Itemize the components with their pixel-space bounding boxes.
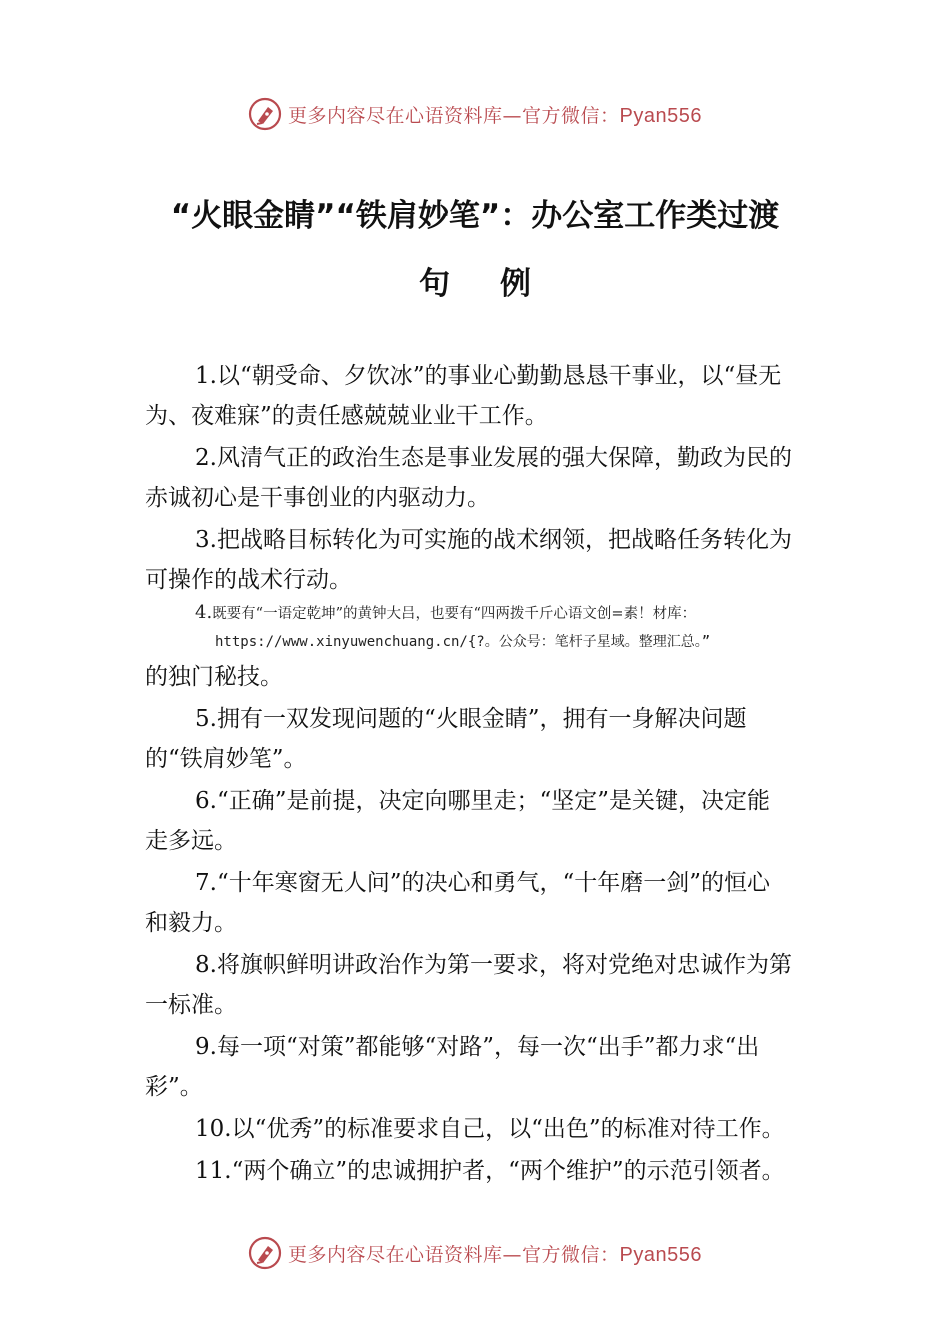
header-banner [0, 94, 950, 134]
list-item-tail: 的独门秘技。 [145, 664, 283, 690]
page-title-line2: 句例 [419, 266, 581, 302]
banner-text: 更多内容尽在心语资料库—官方微信：Pyan556 [288, 1243, 702, 1266]
pen-nib-logo-icon [248, 97, 282, 131]
document-body [145, 356, 810, 1193]
banner-text: 更多内容尽在心语资料库—官方微信：Pyan556 [288, 104, 702, 127]
list-item: 5.拥有一双发现问题的“火眼金睛”，拥有一身解决问题的“铁肩妙笔”。 [145, 706, 747, 772]
list-item: 2.风清气正的政治生态是事业发展的强大保障，勤政为民的赤诚初心是干事创业的内驱动力。 [145, 445, 792, 511]
list-item: 10.以“优秀”的标准要求自己，以“出色”的标准对待工作。 [195, 1116, 785, 1142]
small-line-2: https://www.xinyuwenchuang.cn/{?。公众号：笔杆子星域。整理汇总。” [215, 634, 711, 650]
list-item: 6.“正确”是前提，决定向哪里走；“坚定”是关键，决定能走多远。 [145, 788, 770, 854]
small-line-1: 4.既要有“一语定乾坤”的黄钟大吕，也要有“四两拨千斤心语文创=素！材库： [195, 602, 697, 623]
pen-nib-logo-icon [248, 1236, 282, 1270]
list-item: 8.将旗帜鲜明讲政治作为第一要求，将对党绝对忠诚作为第一标准。 [145, 952, 792, 1018]
page-title: “火眼金睛”“铁肩妙笔”：办公室工作类过渡 [170, 198, 780, 234]
list-item: 11.“两个确立”的忠诚拥护者，“两个维护”的示范引领者。 [195, 1158, 785, 1184]
wechat-id: Pyan556 [619, 104, 702, 127]
wechat-id: Pyan556 [619, 1243, 702, 1266]
footer-banner [0, 1233, 950, 1273]
list-item: 1.以“朝受命、夕饮冰”的事业心勤勤恳恳干事业，以“昼无为、夜难寐”的责任感兢兢业业干工作。 [145, 363, 782, 429]
list-item: 9.每一项“对策”都能够“对路”，每一次“出手”都力求“出彩”。 [145, 1034, 760, 1100]
list-item: 7.“十年寒窗无人问”的决心和勇气，“十年磨一剑”的恒心和毅力。 [145, 870, 770, 936]
list-item: 3.把战略目标转化为可实施的战术纲领，把战略任务转化为可操作的战术行动。 [145, 527, 792, 593]
list-item [145, 602, 810, 697]
